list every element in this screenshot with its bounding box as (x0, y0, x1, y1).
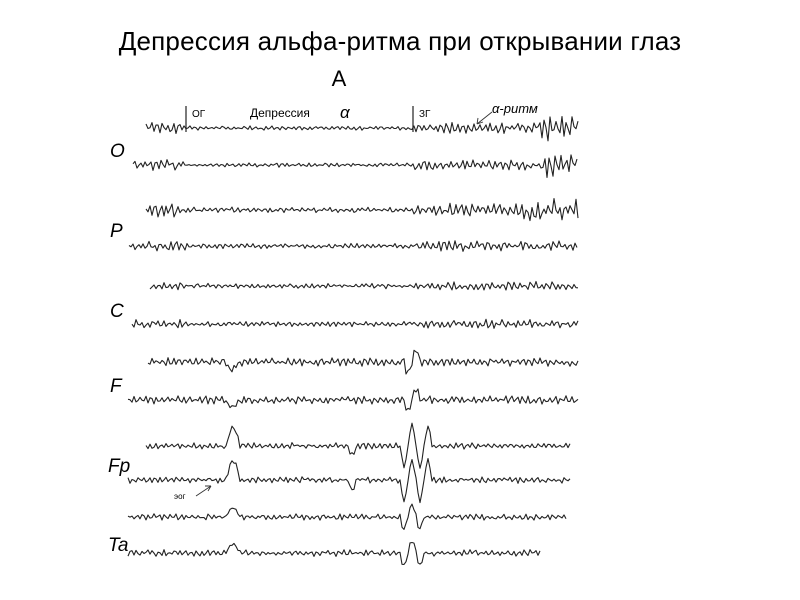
lead-label-ta: Ta (108, 535, 129, 556)
lead-label-o: O (110, 141, 125, 162)
depression-label: Депрессия (250, 106, 310, 120)
eeg-trace (146, 117, 578, 141)
eyes-closed-label: ЗГ (419, 109, 431, 120)
eeg-trace (128, 459, 570, 503)
eog-arrow (196, 486, 211, 496)
eeg-trace (148, 350, 578, 374)
alpha-symbol: α (340, 103, 350, 122)
eeg-trace (132, 319, 578, 328)
lead-label-fp: Fp (108, 456, 131, 477)
lead-label-f: F (110, 376, 122, 397)
eeg-trace (128, 504, 566, 529)
eeg-trace (128, 543, 540, 565)
eyes-open-label: ОГ (192, 109, 206, 120)
eeg-trace (150, 282, 578, 291)
alpha-rhythm-note: α-ритм (492, 101, 538, 116)
eeg-trace (129, 241, 577, 252)
eeg-trace (146, 199, 578, 221)
panel-label: A (331, 66, 347, 91)
eeg-trace (146, 423, 570, 468)
eeg-trace (128, 389, 578, 410)
lead-label-p: P (110, 221, 123, 242)
lead-label-c: C (110, 301, 124, 322)
eog-label: эог (174, 492, 186, 501)
eeg-trace (133, 155, 577, 178)
slide-title: Депрессия альфа-ритма при открывании глаз (118, 26, 682, 56)
traces-group (128, 117, 578, 565)
alpha-rhythm-arrow (477, 112, 492, 124)
